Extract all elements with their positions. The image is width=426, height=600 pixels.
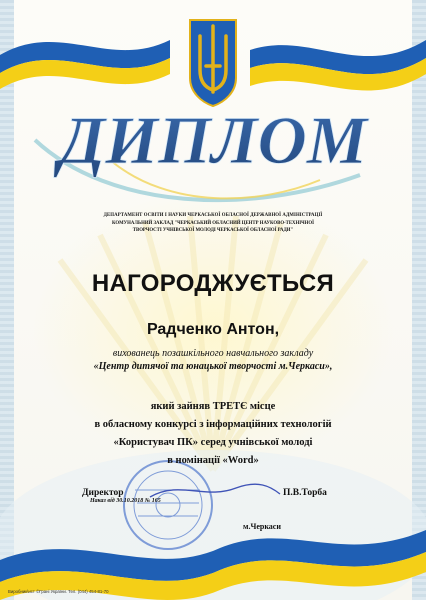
printer-note: Виробник\ист ©Грані України. Тел. (044) 454-81-70 [8, 589, 109, 594]
director-name: П.В.Торба [283, 488, 327, 498]
institution-line-2: ТВОРЧОСТІ УЧНІВСЬКОЇ МОЛОДІ ЧЕРКАСЬКОЇ ОБЛАСНОЇ РАДИ" [132, 228, 294, 233]
recipient-center: «Центр дитячої та юнацької творчості м.Черкаси», [93, 361, 333, 372]
nomination-line: в номінації «Word» [167, 455, 259, 466]
contest-line-1: в обласному конкурсі з інформаційних технологій [94, 419, 332, 430]
award-heading: НАГОРОДЖУЄТЬСЯ [91, 270, 335, 297]
city-name: м.Черкаси [243, 522, 281, 531]
department-line: ДЕПАРТАМЕНТ ОСВІТИ І НАУКИ ЧЕРКАСЬКОЇ ОБЛАСНОЇ ДЕРЖАВНОЇ АДМІНІСТРАЦІЇ [103, 213, 323, 218]
contest-line-2: «Користувач ПК» серед учнівської молоді [113, 437, 313, 448]
director-label: Директор [82, 488, 124, 498]
diploma-title: ДИПЛОМ [58, 102, 368, 178]
place-line: який зайняв ТРЕТЄ місце [150, 401, 276, 412]
institution-line-1: КОМУНАЛЬНИЙ ЗАКЛАД "ЧЕРКАСЬКИЙ ОБЛАСНИЙ ЦЕНТР НАУКОВО-ТЕХНІЧНОЇ [112, 221, 314, 226]
recipient-description: вихованець позашкільного навчального закладу [112, 348, 314, 359]
recipient-name: Радченко Антон, [146, 321, 280, 338]
order-reference: Наказ від 30.10.2018 № 165 [90, 498, 161, 504]
